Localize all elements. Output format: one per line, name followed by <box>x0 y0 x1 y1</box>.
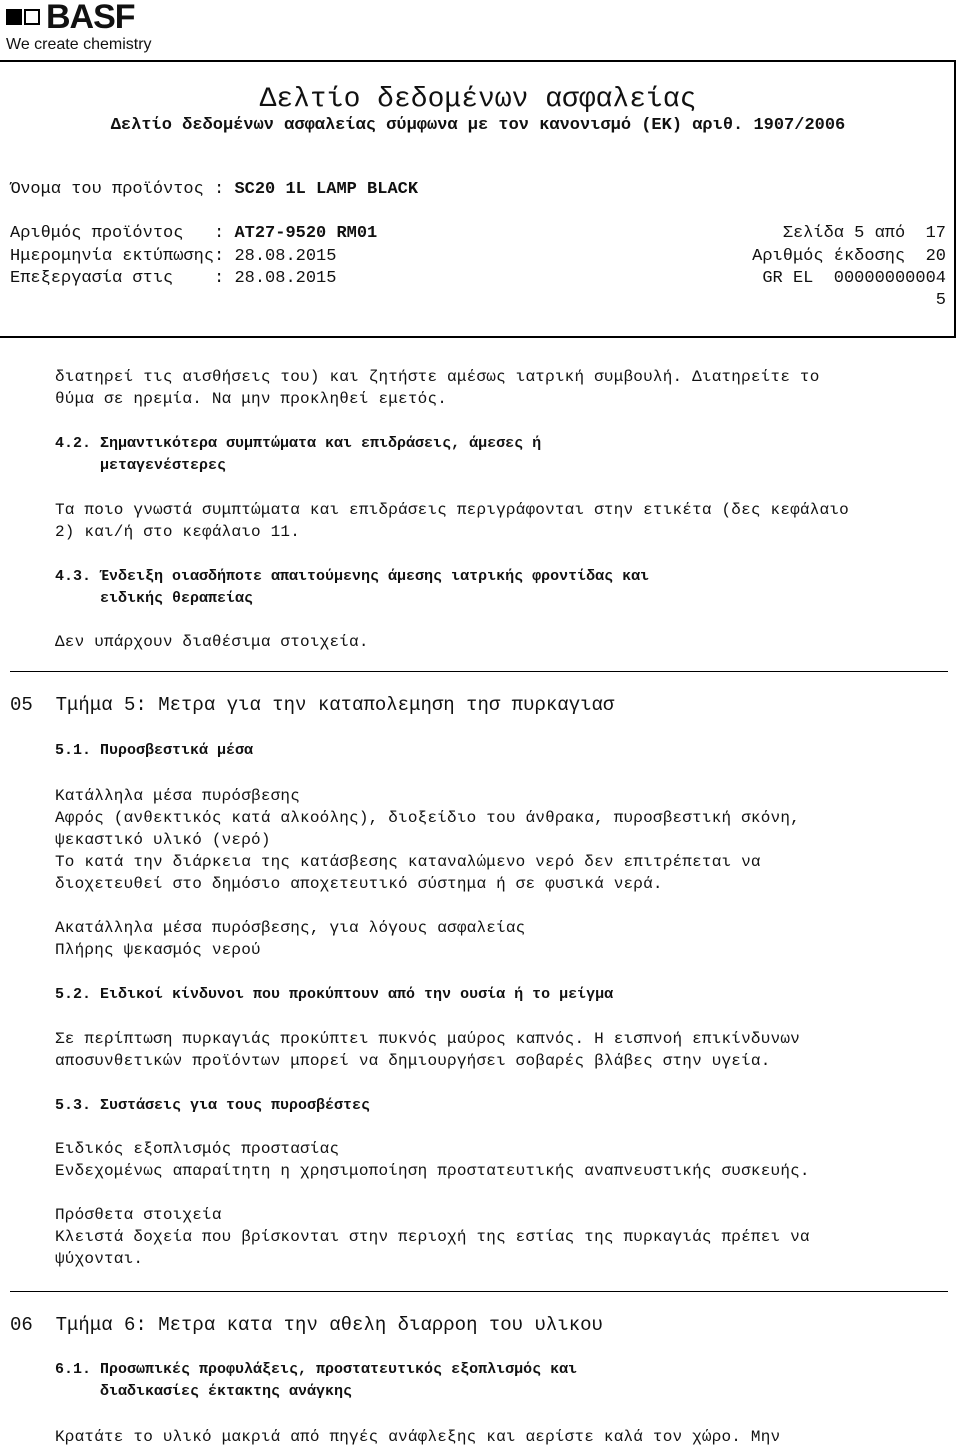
paragraph-5-3-a-line-2: Ενδεχομένως απαραίτητη η χρησιμοποίηση προστατευτικής αναπνευστικής συσκευής. <box>55 1162 810 1180</box>
paragraph-5-1-d-line-2: Πλήρης ψεκασμός νερού <box>55 941 261 959</box>
paragraph-5-1-c-line-1: Το κατά την διάρκεια της κατάσβεσης καταναλώμενο νερό δεν επιτρέπεται να <box>55 853 761 871</box>
print-date: 28.08.2015 <box>234 247 337 266</box>
heading-5-3: 5.3. Συστάσεις για τους πυροσβέστες <box>55 1097 371 1114</box>
heading-6-1-line-1: 6.1. Προσωπικές προφυλάξεις, προστατευτικός εξοπλισμός και <box>55 1361 578 1378</box>
version-number: Αριθμός έκδοσης 20 <box>752 247 946 266</box>
paragraph-5-1-c-line-2: διοχετευθεί στο δημόσιο αποχετευτικό σύστημα ή σε φυσικά νερά. <box>55 875 663 893</box>
heading-6-1-line-2: διαδικασίες έκτακτης ανάγκης <box>55 1383 353 1400</box>
logo-square-filled <box>6 9 22 25</box>
paragraph-4-3: Δεν υπάρχουν διαθέσιμα στοιχεία. <box>55 633 369 651</box>
paragraph-4-2-line-1: Τα ποιο γνωστά συμπτώματα και επιδράσεις περιγράφονται στην ετικέτα (δες κεφάλαιο <box>55 501 849 519</box>
heading-4-3-line-1: 4.3. Ένδειξη οιασδήποτε απαιτούμενης άμεσης ιατρικής φροντίδας και <box>55 568 650 585</box>
document-title: Δελτίο δεδομένων ασφαλείας <box>259 84 697 115</box>
product-name-row <box>10 180 418 199</box>
paragraph-5-3-a-line-1: Ειδικός εξοπλισμός προστασίας <box>55 1140 340 1158</box>
logo-tagline: We create chemistry <box>6 36 152 53</box>
heading-5-2: 5.2. Ειδικοί κίνδυνοι που προκύπτουν από την ουσία ή το μείγμα <box>55 986 614 1003</box>
section-5-heading: 05 Τμήμα 5: Μετρα για την καταπολεμηση τησ πυρκαγιασ <box>10 694 615 716</box>
paragraph-6-1: Κρατάτε το υλικό μακριά από πηγές ανάφλεξης και αερίστε καλά τον χώρο. Μην <box>55 1428 781 1446</box>
document-header <box>0 60 956 338</box>
section-divider <box>10 671 948 672</box>
paragraph-5-2-line-2: αποσυνθετικών προϊόντων μπορεί να δημιουργήσει σοβαρές βλάβες στην υγεία. <box>55 1052 771 1070</box>
revised-row <box>10 269 336 288</box>
paragraph-5-1-d-line-1: Ακατάλληλα μέσα πυρόσβεσης, για λόγους ασφαλείας <box>55 919 526 937</box>
section-6-heading: 06 Τμήμα 6: Μετρα κατα την αθελη διαρροη του υλικου <box>10 1314 603 1336</box>
paragraph-5-1-b-line-1: Αφρός (ανθεκτικός κατά αλκοόλης), διοξείδιο του άνθρακα, πυροσβεστική σκόνη, <box>55 809 800 827</box>
product-name: SC20 1L LAMP BLACK <box>234 180 419 199</box>
document-subtitle: Δελτίο δεδομένων ασφαλείας σύμφωνα με τον κανονισμό (ΕΚ) αριθ. 1907/2006 <box>110 116 846 135</box>
product-no: AT27-9520 RM01 <box>234 224 378 243</box>
paragraph-5-3-b-line-1: Πρόσθετα στοιχεία <box>55 1206 222 1224</box>
print-date-label: Ημερομηνία εκτύπωσης: <box>10 247 235 266</box>
logo-square-outline <box>24 9 40 25</box>
document-code: GR EL 00000000004 <box>762 269 946 288</box>
paragraph-5-3-b-line-3: ψύχονται. <box>55 1250 144 1268</box>
revised-label: Επεξεργασία στις : <box>10 269 235 288</box>
section-divider <box>10 1291 948 1292</box>
print-date-row <box>10 247 336 266</box>
paragraph-first-aid-line-1: διατηρεί τις αισθήσεις του) και ζητήστε αμέσως ιατρική συμβουλή. Διατηρείτε το <box>55 368 820 386</box>
heading-5-1: 5.1. Πυροσβεστικά μέσα <box>55 742 254 759</box>
basf-logo <box>6 2 152 54</box>
revised-date: 28.08.2015 <box>234 269 337 288</box>
paragraph-5-1-a: Κατάλληλα μέσα πυρόσβεσης <box>55 787 301 805</box>
heading-4-2-line-2: μεταγενέστερες <box>55 457 227 474</box>
document-code-suffix: 5 <box>935 291 946 310</box>
paragraph-4-2-line-2: 2) και/ή στο κεφάλαιο 11. <box>55 523 301 541</box>
logo-wordmark: BASF <box>46 0 135 36</box>
product-no-row <box>10 224 377 243</box>
heading-4-2-line-1: 4.2. Σημαντικότερα συμπτώματα και επιδράσεις, άμεσες ή <box>55 435 542 452</box>
paragraph-5-1-b-line-2: ψεκαστικό υλικό (νερό) <box>55 831 271 849</box>
product-no-label: Αριθμός προϊόντος : <box>10 224 235 243</box>
paragraph-5-2-line-1: Σε περίπτωση πυρκαγιάς προκύπτει πυκνός μαύρος καπνός. Η εισπνοή επικίνδυνων <box>55 1030 800 1048</box>
page-number: Σελίδα 5 από 17 <box>782 224 946 243</box>
product-name-label: Όνομα του προϊόντος : <box>10 180 235 199</box>
paragraph-5-3-b-line-2: Κλειστά δοχεία που βρίσκονται στην περιοχή της εστίας της πυρκαγιάς πρέπει να <box>55 1228 810 1246</box>
heading-4-3-line-2: ειδικής θεραπείας <box>55 590 254 607</box>
paragraph-first-aid-line-2: θύμα σε ηρεμία. Να μην προκληθεί εμετός. <box>55 390 448 408</box>
